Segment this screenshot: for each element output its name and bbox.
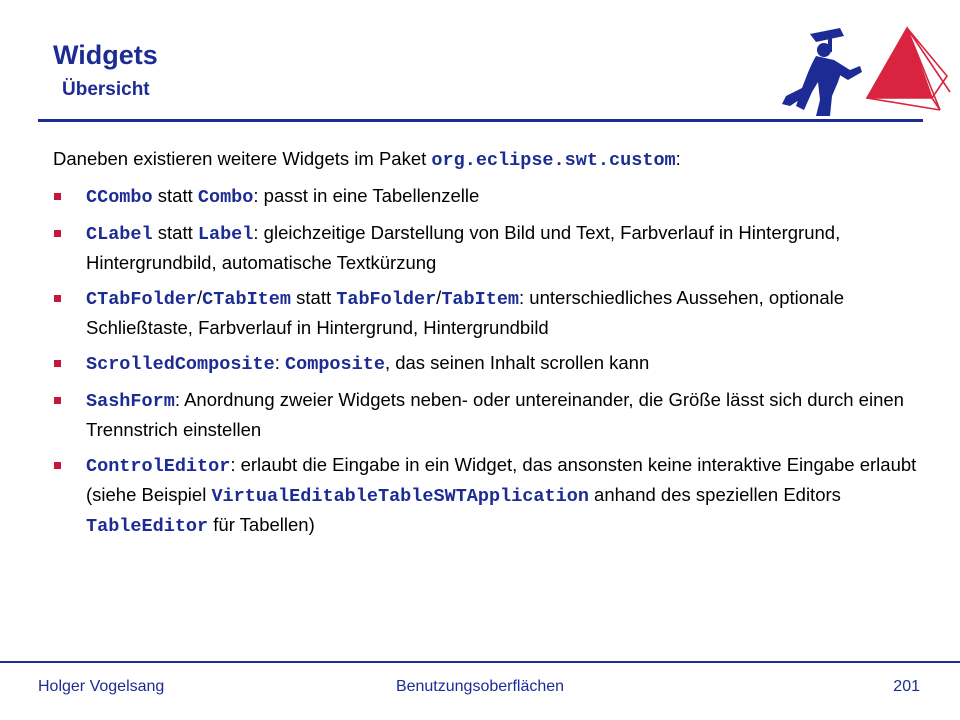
- square-bullet-icon: [54, 230, 61, 237]
- slide-title: Widgets: [53, 40, 158, 70]
- intro-paragraph: [53, 145, 933, 175]
- bullet-text: : erlaubt die Eingabe in ein Widget, das ansonsten keine interaktive Eingabe erlaubt (siehe Beispiel: [86, 454, 917, 505]
- bullet-text: anhand des speziellen Editors: [588, 484, 841, 505]
- square-bullet-icon: [54, 295, 61, 302]
- bullet-text: , das seinen Inhalt scrollen kann: [384, 352, 650, 373]
- bullet-item: [53, 284, 933, 342]
- bullet-text: : passt in eine Tabellenzelle: [253, 185, 480, 206]
- bullet-text: /: [436, 287, 442, 308]
- intro-tail: :: [675, 148, 681, 169]
- footer-author: Holger Vogelsang: [38, 678, 165, 695]
- bullet-text: : gleichzeitige Darstellung von Bild und Text, Farbverlauf in Hintergrund, Hintergrundbild, automatische Textkürzung: [86, 222, 841, 273]
- bullet-text: : Anordnung zweier Widgets neben- oder untereinander, die Größe lässt sich durch einen Trennstrich einstellen: [86, 389, 904, 440]
- square-bullet-icon: [54, 397, 61, 404]
- bullet-text: statt: [152, 185, 198, 206]
- bullet-item: [53, 386, 933, 444]
- bullet-item: [53, 349, 933, 379]
- bullet-code: SashForm: [86, 391, 175, 412]
- bullet-code: CLabel: [86, 224, 153, 245]
- square-bullet-icon: [54, 193, 61, 200]
- bullet-text: : unterschiedliches Aussehen, optionale Schließtaste, Farbverlauf in Hintergrund, Hintergrundbild: [86, 287, 845, 338]
- bullet-code: TabFolder: [336, 289, 437, 310]
- bullet-item: [53, 451, 933, 541]
- intro-text: Daneben existieren weitere Widgets im Paket: [53, 148, 432, 169]
- bullet-code: CTabItem: [202, 289, 291, 310]
- bullet-code: Label: [197, 224, 254, 245]
- slide-content: [53, 145, 933, 548]
- bullet-code: Combo: [197, 187, 254, 208]
- bullet-text: statt: [152, 222, 198, 243]
- bullet-code: CCombo: [86, 187, 153, 208]
- bullet-code: TableEditor: [86, 516, 209, 537]
- header-divider: [38, 119, 923, 122]
- bullet-code: TabItem: [441, 289, 520, 310]
- graduate-with-tent-logo: [772, 26, 952, 121]
- bullet-item: [53, 219, 933, 277]
- bullet-text: /: [197, 287, 203, 308]
- bullet-text: :: [274, 352, 286, 373]
- bullet-code: CTabFolder: [86, 289, 198, 310]
- square-bullet-icon: [54, 360, 61, 367]
- bullet-code: ScrolledComposite: [86, 354, 275, 375]
- footer-divider: [0, 661, 960, 663]
- bullet-code: ControlEditor: [86, 456, 231, 477]
- bullet-code: VirtualEditableTableSWTApplication: [211, 486, 589, 507]
- bullet-item: [53, 182, 933, 212]
- bullet-list: [53, 182, 933, 541]
- bullet-code: Composite: [285, 354, 385, 375]
- square-bullet-icon: [54, 462, 61, 469]
- footer-page-number: 201: [893, 678, 920, 695]
- bullet-text: statt: [291, 287, 337, 308]
- footer-course: Benutzungsoberflächen: [395, 678, 565, 695]
- slide-subtitle: Übersicht: [62, 79, 150, 100]
- bullet-text: für Tabellen): [208, 514, 315, 535]
- intro-code: org.eclipse.swt.custom: [431, 150, 676, 171]
